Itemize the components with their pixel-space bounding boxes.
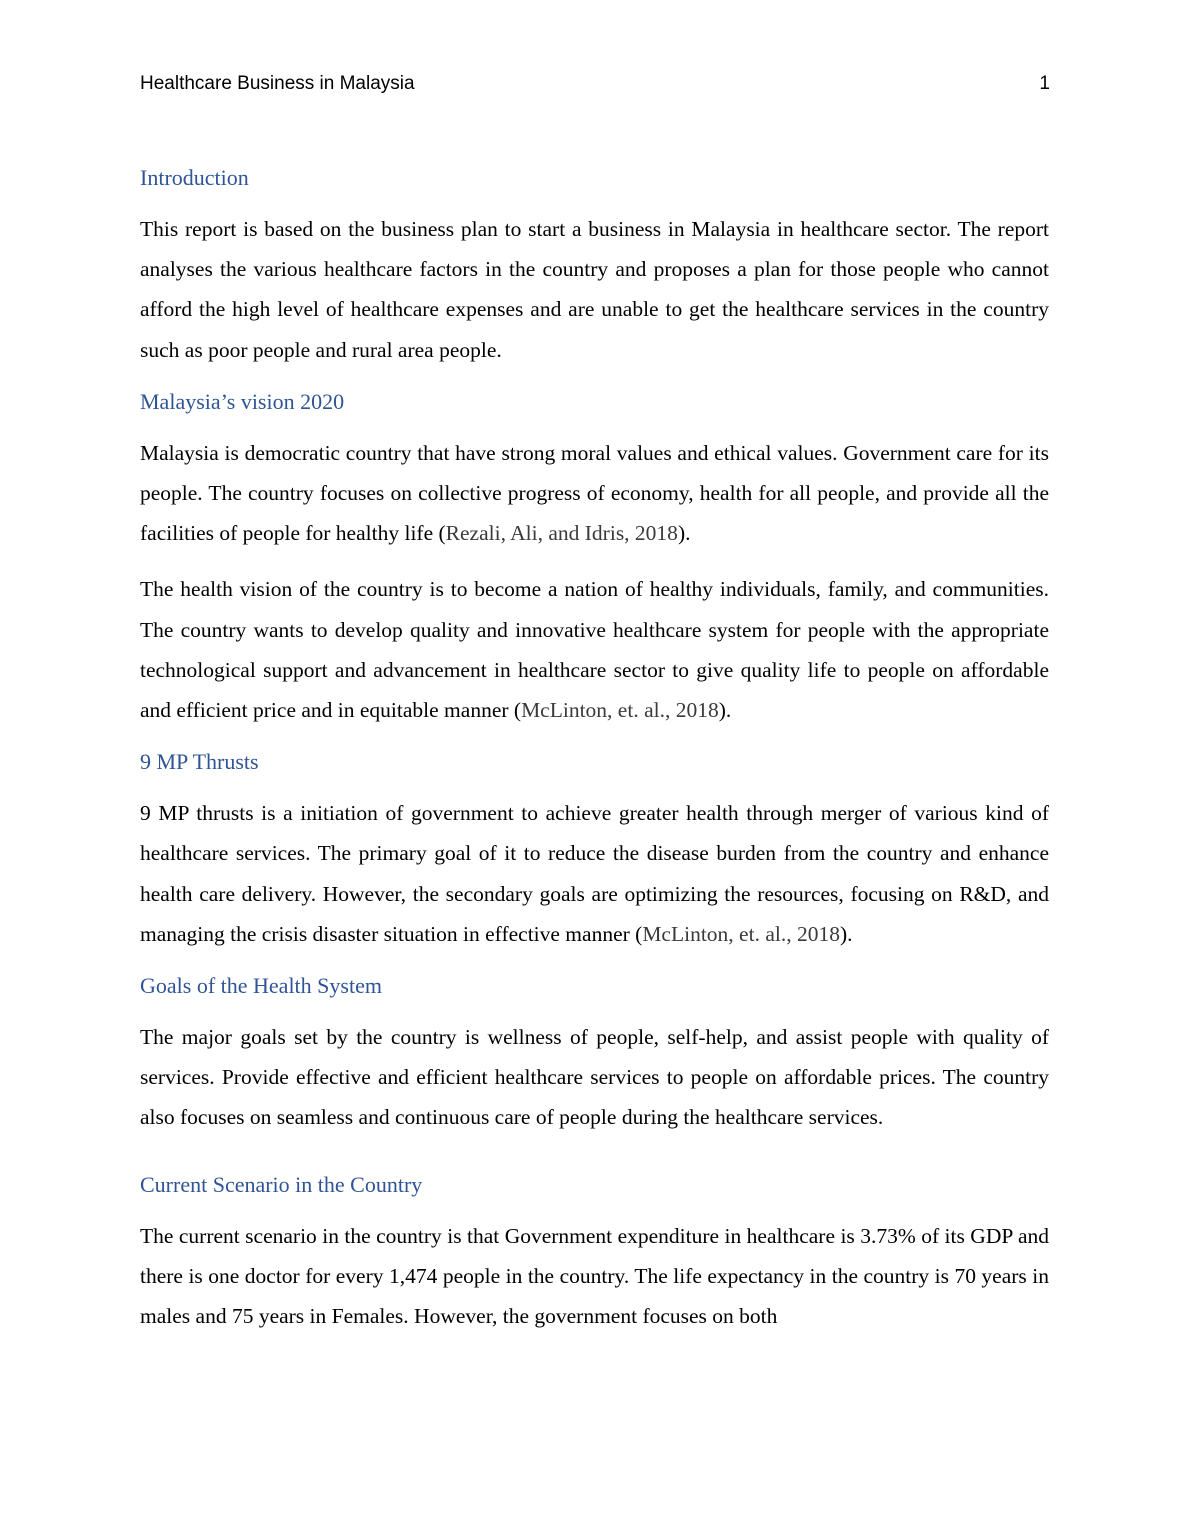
heading-vision-2020: Malaysia’s vision 2020 xyxy=(140,388,345,414)
paragraph-text: The major goals set by the country is wellness of people, self-help, and assist people with quality of services. Provide effective and efficient healthcare services to people on affordable prices. The country also focuses on seamless and continuous care of people during the healthcare services. xyxy=(140,1025,1049,1130)
paragraph-text: The health vision of the country is to become a nation of healthy individuals, family, and communities. The country wants to develop quality and innovative healthcare system for people with the appropriate technological support and advancement in healthcare sector to give quality life to people on affordable and efficient price and in equitable manner ( xyxy=(140,577,1049,723)
heading-introduction: Introduction xyxy=(140,165,249,190)
paragraph-current-scenario xyxy=(140,1216,1049,1337)
running-header-title: Healthcare Business in Malaysia xyxy=(140,73,415,94)
paragraph-text: This report is based on the business plan to start a business in Malaysia in healthcare sector. The report analyses the various healthcare factors in the country and proposes a plan for those people who cannot afford the high level of healthcare expenses and are unable to get the healthcare services in the country such as poor people and rural area people. xyxy=(140,217,1049,362)
heading-current-scenario: Current Scenario in the Country xyxy=(140,1171,423,1197)
citation: Rezali, Ali, and Idris, 2018 xyxy=(445,521,678,546)
paragraph-vision-2 xyxy=(140,569,1049,730)
paragraph-text: The current scenario in the country is that Government expenditure in healthcare is 3.73% of its GDP and there is one doctor for every 1,474 people in the country. The life expectancy in the country is 70 years in males and 75 years in Females. However, the government focuses on both xyxy=(140,1223,1049,1329)
page-number: 1 xyxy=(1039,73,1050,94)
heading-health-goals: Goals of the Health System xyxy=(140,973,382,999)
paragraph-introduction xyxy=(140,209,1049,370)
page-header xyxy=(140,70,1050,98)
heading-9mp-thrusts: 9 MP Thrusts xyxy=(140,749,259,775)
paragraph-text: Malaysia is democratic country that have strong moral values and ethical values. Government care for its people. The country focuses on collective progress of economy, health for all people, and provide all the facilities of people for healthy life ( xyxy=(140,440,1049,546)
paragraph-9mp-thrusts xyxy=(140,793,1049,954)
paragraph-text: 9 MP thrusts is a initiation of government to achieve greater health through merger of various kind of healthcare services. The primary goal of it to reduce the disease burden from the country and enhance health care delivery. However, the secondary goals are optimizing the resources, focusing on R&D, and managing the crisis disaster situation in effective manner ( xyxy=(140,801,1049,946)
paragraph-end: ). xyxy=(718,698,732,723)
paragraph-end: ). xyxy=(677,521,691,546)
citation: McLinton, et. al., 2018 xyxy=(521,698,719,723)
paragraph-health-goals xyxy=(140,1017,1049,1138)
document-body xyxy=(140,162,1049,1336)
paragraph-vision-1 xyxy=(140,433,1049,554)
paragraph-end: ). xyxy=(839,921,853,946)
citation: McLinton, et. al., 2018 xyxy=(642,921,840,946)
